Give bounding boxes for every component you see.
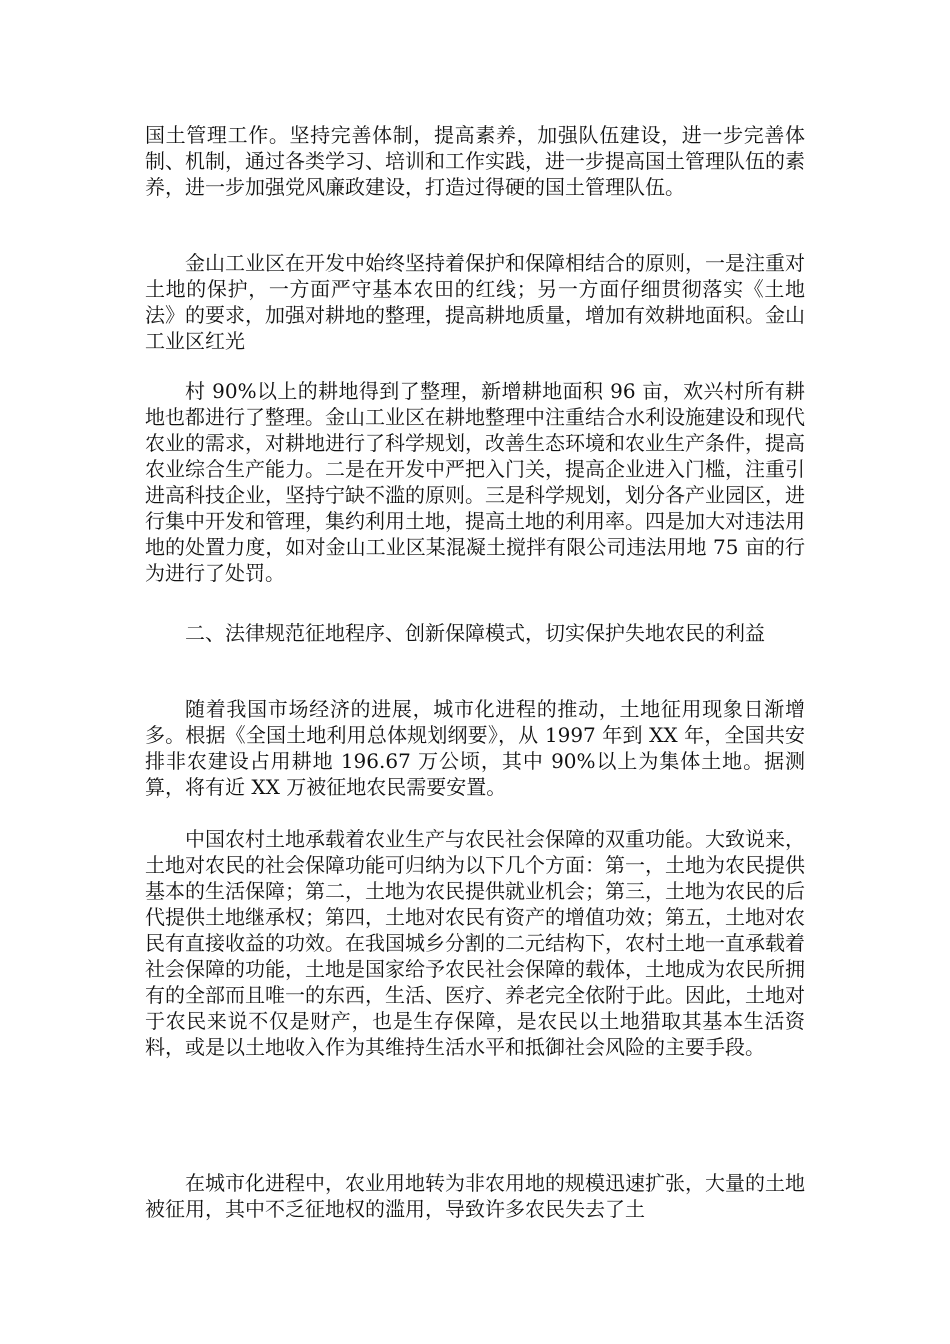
paragraph-4: 随着我国市场经济的进展，城市化进程的推动，土地征用现象日渐增多。根据《全国土地利用总体规划纲要》，从 1997 年到 XX 年，全国共安排非农建设占用耕地 196.67 万公顷，其中 90%以上为集体土地。据测算，将有近 XX 万被征地农民需要安置。 [145, 697, 805, 799]
paragraph-6: 在城市化进程中，农业用地转为非农用地的规模迅速扩张，大量的土地被征用，其中不乏征地权的滥用，导致许多农民失去了土 [145, 1171, 805, 1221]
paragraph-5: 中国农村土地承载着农业生产与农民社会保障的双重功能。大致说来，土地对农民的社会保障功能可归纳为以下几个方面：第一，土地为农民提供基本的生活保障；第二，土地为农民提供就业机会；第三，土地为农民的后代提供土地继承权；第四，土地对农民有资产的增值功效；第五，土地对农民有直接收益的功效。在我国城乡分割的二元结构下，农村土地一直承载着社会保障的功能，土地是国家给予农民社会保障的载体，土地成为农民所拥有的全部而且唯一的东西，生活、医疗、养老完全依附于此。因此，土地对于农民来说不仅是财产，也是生存保障，是农民以土地猎取其基本生活资料，或是以土地收入作为其维持生活水平和抵御社会风险的主要手段。 [145, 827, 805, 1059]
section-heading: 二、法律规范征地程序、创新保障模式，切实保护失地农民的利益 [185, 621, 765, 645]
paragraph-1: 国土管理工作。坚持完善体制，提高素养，加强队伍建设，进一步完善体制、机制，通过各类学习、培训和工作实践，进一步提高国土管理队伍的素养，进一步加强党风廉政建设，打造过得硬的国土管理队伍。 [145, 123, 805, 199]
paragraph-3: 村 90%以上的耕地得到了整理，新增耕地面积 96 亩，欢兴村所有耕地也都进行了整理。金山工业区在耕地整理中注重结合水利设施建设和现代农业的需求，对耕地进行了科学规划，改善生态环境和农业生产条件，提高农业综合生产能力。二是在开发中严把入门关，提高企业进入门槛，注重引进高科技企业，坚持宁缺不滥的原则。三是科学规划，划分各产业园区，进行集中开发和管理，集约利用土地，提高土地的利用率。四是加大对违法用地的处置力度，如对金山工业区某混凝土搅拌有限公司违法用地 75 亩的行为进行了处罚。 [145, 379, 805, 585]
paragraph-2: 金山工业区在开发中始终坚持着保护和保障相结合的原则，一是注重对土地的保护，一方面严守基本农田的红线；另一方面仔细贯彻落实《土地法》的要求，加强对耕地的整理，提高耕地质量，增加有效耕地面积。金山工业区红光 [145, 251, 805, 353]
